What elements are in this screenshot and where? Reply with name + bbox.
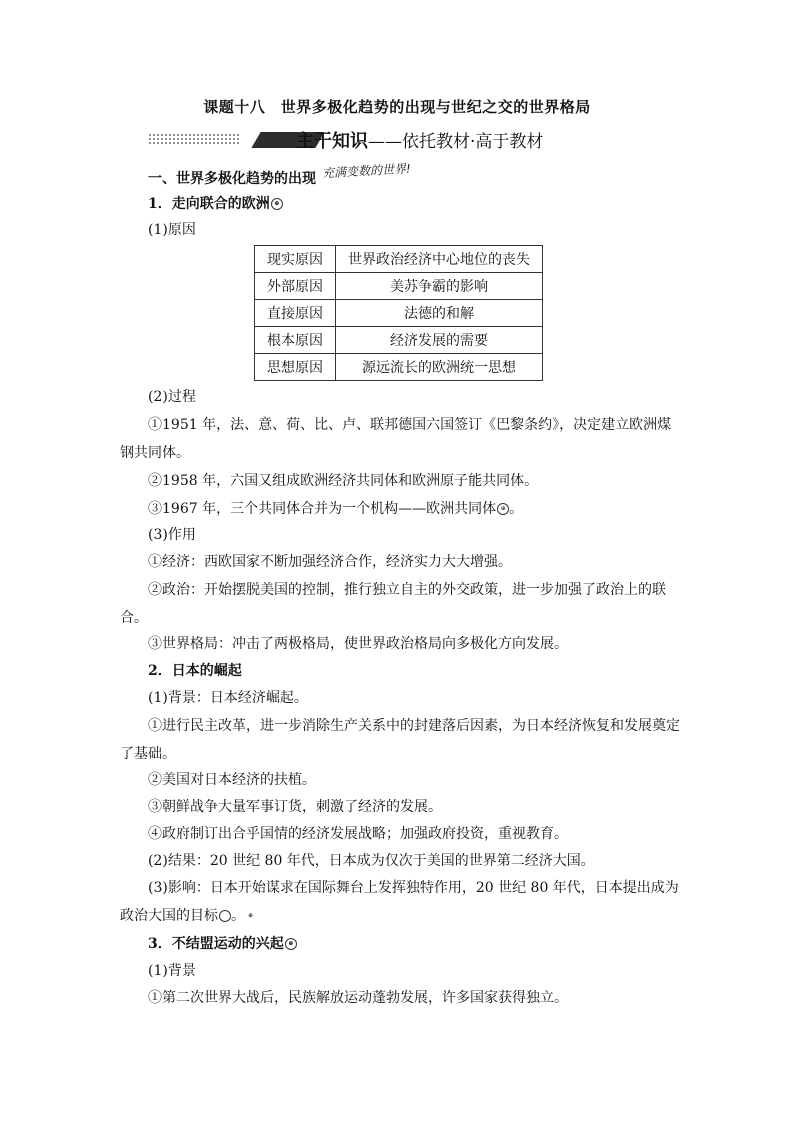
reference-mark-icon: ⊕ bbox=[271, 198, 283, 210]
reason-type: 思想原因 bbox=[255, 354, 336, 381]
reasons-heading: (1)原因 bbox=[148, 222, 196, 238]
effect-item-3: ③世界格局：冲击了两极格局，使世界政治格局向多极化方向发展。 bbox=[148, 636, 568, 652]
section-heading-1: 一、世界多极化趋势的出现 bbox=[148, 171, 316, 187]
nonaligned-bg-heading: (1)背景 bbox=[148, 963, 196, 979]
japan-impact-text: (3)影响：日本开始谋求在国际舞台上发挥独特作用，20 世纪 80 年代，日本提出成为政治大国的目标 bbox=[120, 880, 679, 924]
reason-value: 美苏争霸的影响 bbox=[336, 273, 543, 300]
japan-bg-1: ①进行民主改革，进一步消除生产关系中的封建落后因素，为日本经济恢复和发展奠定了基础。 bbox=[120, 718, 680, 762]
reason-value: 世界政治经济中心地位的丧失 bbox=[336, 246, 543, 273]
japan-bg: (1)背景：日本经济崛起。 bbox=[148, 690, 308, 706]
japan-bg-2: ②美国对日本经济的扶植。 bbox=[148, 772, 316, 788]
effect-item-2: ②政治：开始摆脱美国的控制，推行独立自主的外交政策，进一步加强了政治上的联合。 bbox=[120, 582, 666, 626]
reference-mark-icon: ⊕ bbox=[285, 938, 297, 950]
japan-bg-3: ③朝鲜战争大量军事订货，刺激了经济的发展。 bbox=[148, 799, 442, 815]
process-item-2: ②1958 年，六国又组成欧洲经济共同体和欧洲原子能共同体。 bbox=[148, 473, 539, 489]
europe-heading bbox=[148, 190, 708, 218]
reason-type: 直接原因 bbox=[255, 300, 336, 327]
reasons-table bbox=[254, 245, 543, 381]
banner-label bbox=[296, 127, 543, 153]
reason-value: 经济发展的需要 bbox=[336, 327, 543, 354]
reasons-row bbox=[255, 327, 543, 354]
reasons-row bbox=[255, 300, 543, 327]
reason-value: 法德的和解 bbox=[336, 300, 543, 327]
nonaligned-heading-text: 3．不结盟运动的兴起 bbox=[148, 936, 284, 952]
effect-item-1: ①经济：西欧国家不断加强经济合作，经济实力大大增强。 bbox=[148, 554, 512, 570]
section-banner bbox=[148, 127, 668, 153]
reason-value: 源远流长的欧洲统一思想 bbox=[336, 354, 543, 381]
reason-type: 根本原因 bbox=[255, 327, 336, 354]
japan-heading: 2．日本的崛起 bbox=[148, 663, 242, 679]
japan-bg-4: ④政府制订出合乎国情的经济发展战略；加强政府投资，重视教育。 bbox=[148, 826, 568, 842]
process-item-3-text: ③1967 年，三个共同体合并为一个机构——欧洲共同体 bbox=[148, 501, 497, 517]
reason-type: 现实原因 bbox=[255, 246, 336, 273]
effect-heading: (3)作用 bbox=[148, 527, 196, 543]
handwritten-note: 充满变数的世界! bbox=[321, 161, 412, 181]
japan-impact: (3)影响：日本开始谋求在国际舞台上发挥独特作用，20 世纪 80 年代，日本提出成为政治大国的目标 ⊕。 bbox=[120, 880, 679, 924]
reasons-row bbox=[255, 246, 543, 273]
europe-heading-text: 1．走向联合的欧洲 bbox=[148, 196, 270, 212]
banner-dot-pattern bbox=[148, 133, 240, 145]
process-heading: (2)过程 bbox=[148, 389, 196, 405]
banner-sub: ——依托教材·高于教材 bbox=[368, 132, 544, 152]
process-item-1: ①1951 年，法、意、荷、比、卢、联邦德国六国签订《巴黎条约》，决定建立欧洲煤钢共同体。 bbox=[120, 417, 672, 461]
reason-type: 外部原因 bbox=[255, 273, 336, 300]
reasons-row bbox=[255, 273, 543, 300]
nonaligned-bg-1: ①第二次世界大战后，民族解放运动蓬勃发展，许多国家获得独立。 bbox=[148, 990, 568, 1006]
page-title: 课题十八 世界多极化趋势的出现与世纪之交的世界格局 bbox=[203, 98, 591, 116]
nonaligned-heading bbox=[148, 930, 708, 958]
reference-mark-icon: ⊕ bbox=[219, 910, 231, 922]
reasons-row bbox=[255, 354, 543, 381]
japan-result: (2)结果：20 世纪 80 年代，日本成为仅次于美国的世界第二经济大国。 bbox=[148, 853, 595, 869]
process-item-3: ③1967 年，三个共同体合并为一个机构——欧洲共同体 ⊕ 。 bbox=[148, 501, 524, 517]
banner-main: 主干知识 bbox=[296, 131, 368, 152]
reference-mark-icon: ⊕ bbox=[497, 503, 509, 515]
